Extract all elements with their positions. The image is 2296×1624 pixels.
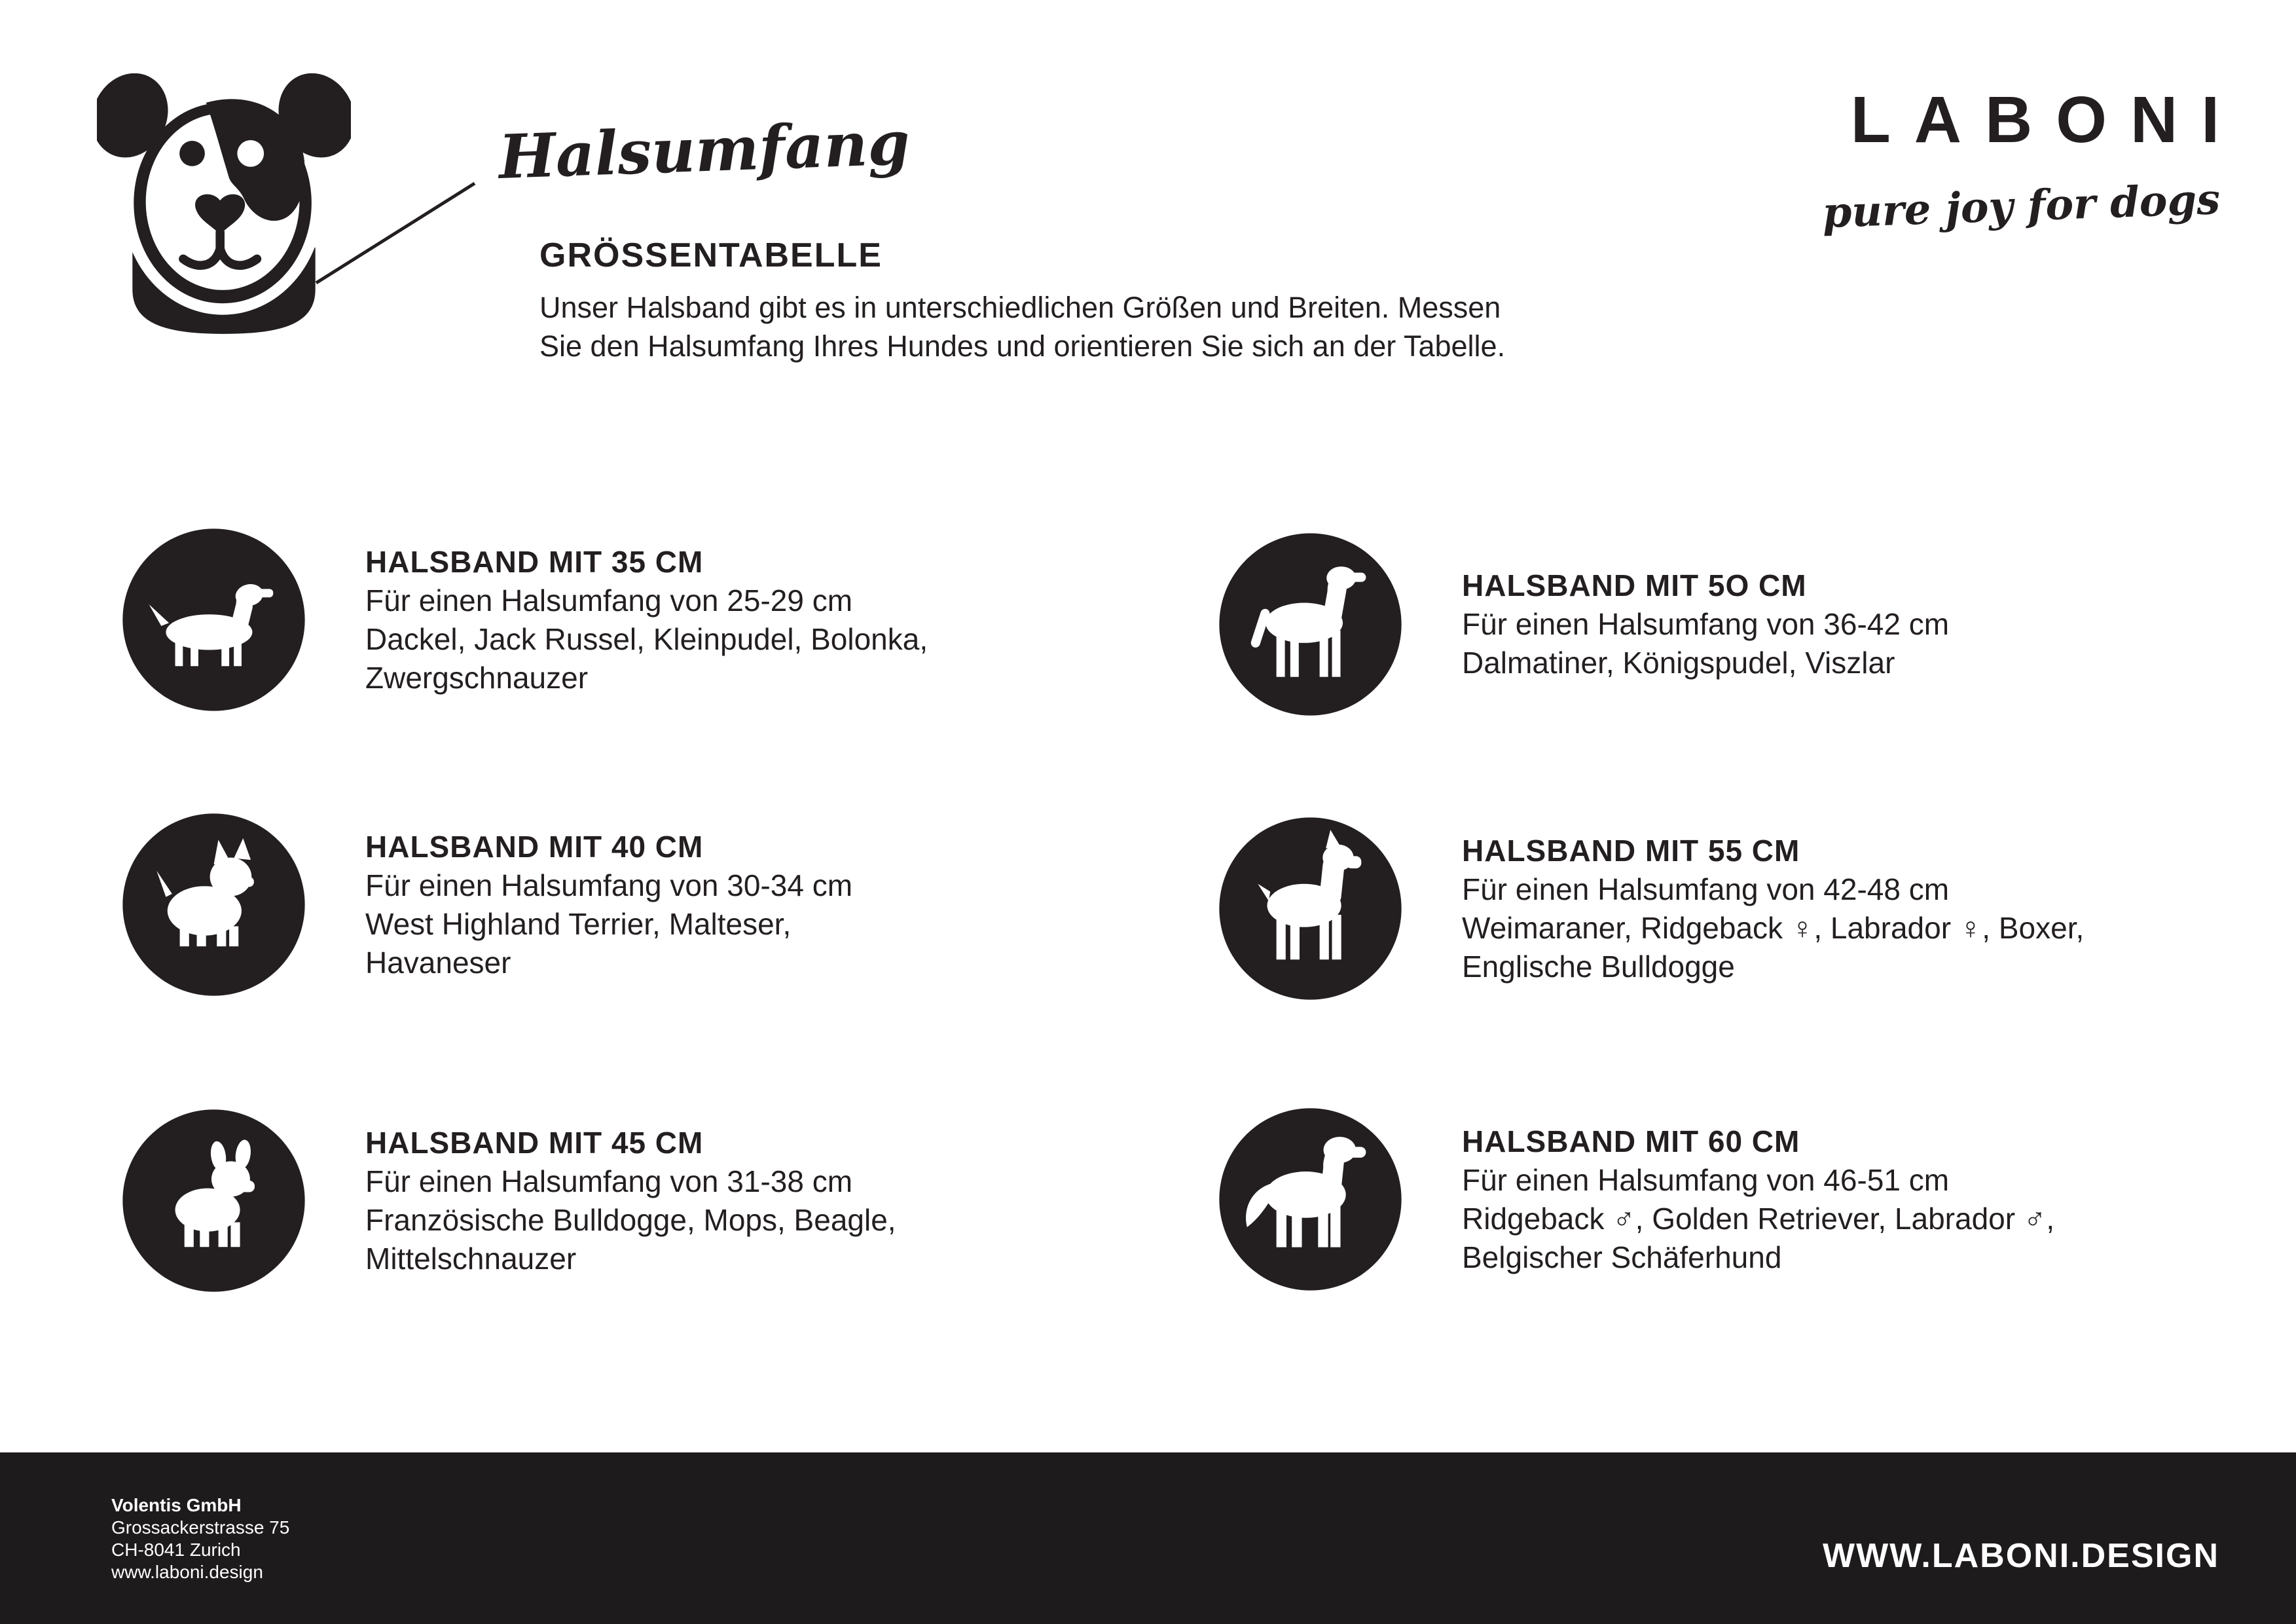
entry-range: Für einen Halsumfang von 36-42 cm bbox=[1462, 607, 1950, 641]
intro-line-1: Unser Halsband gibt es in unterschiedlichen Größen und Breiten. Messen bbox=[539, 291, 1501, 324]
entry-range: Für einen Halsumfang von 42-48 cm bbox=[1462, 872, 1950, 906]
footer-address bbox=[111, 1494, 289, 1583]
size-entry-45 bbox=[121, 1108, 896, 1293]
entry-title: HALSBAND MIT 45 CM bbox=[365, 1125, 704, 1160]
entry-title: HALSBAND MIT 35 CM bbox=[365, 544, 704, 579]
terrier-icon bbox=[121, 812, 306, 997]
entry-breeds-line2: Belgischer Schäferhund bbox=[1462, 1240, 1782, 1274]
entry-breeds-line2: Zwergschnauzer bbox=[365, 660, 589, 695]
footer-website-small: www.laboni.design bbox=[111, 1562, 263, 1582]
entry-title: HALSBAND MIT 60 CM bbox=[1462, 1124, 1800, 1158]
entry-breeds-line1: Dalmatiner, Königspudel, Viszlar bbox=[1462, 646, 1895, 680]
entry-range: Für einen Halsumfang von 30-34 cm bbox=[365, 868, 853, 902]
intro-line-2: Sie den Halsumfang Ihres Hundes und orientieren Sie sich an der Tabelle. bbox=[539, 329, 1506, 363]
size-entry-55 bbox=[1218, 816, 2084, 1001]
footer-bar bbox=[0, 1452, 2296, 1624]
size-entry-40 bbox=[121, 812, 852, 997]
footer-address-line2: CH-8041 Zurich bbox=[111, 1540, 241, 1560]
dachshund-icon bbox=[121, 527, 306, 712]
entry-breeds-line1: Weimaraner, Ridgeback ♀, Labrador ♀, Boxer, bbox=[1462, 910, 2085, 945]
pointer-icon bbox=[1218, 532, 1403, 717]
footer-website-large: WWW.LABONI.DESIGN bbox=[1823, 1537, 2219, 1575]
boxer-icon bbox=[1218, 816, 1403, 1001]
entry-breeds-line1: West Highland Terrier, Malteser, bbox=[365, 906, 792, 941]
entry-title: HALSBAND MIT 5O CM bbox=[1462, 568, 1807, 602]
french-bulldog-icon bbox=[121, 1108, 306, 1293]
entry-breeds-line1: Dackel, Jack Russel, Kleinpudel, Bolonka, bbox=[365, 621, 928, 656]
footer-address-line1: Grossackerstrasse 75 bbox=[111, 1517, 290, 1538]
entry-title: HALSBAND MIT 55 CM bbox=[1462, 833, 1800, 868]
entry-breeds-line1: Ridgeback ♂, Golden Retriever, Labrador ♂, bbox=[1462, 1201, 2055, 1236]
footer-company: Volentis GmbH bbox=[111, 1495, 242, 1515]
entry-breeds-line2: Havaneser bbox=[365, 945, 511, 980]
entry-range: Für einen Halsumfang von 25-29 cm bbox=[365, 583, 853, 618]
annotation-connector-line bbox=[311, 177, 481, 288]
size-entry-60 bbox=[1218, 1107, 2054, 1292]
laboni-logo: LABONI bbox=[1850, 83, 2243, 157]
brand-tagline: pure joy for dogs bbox=[1821, 175, 2221, 238]
size-entry-50 bbox=[1218, 532, 1949, 717]
entry-breeds-line2: Mittelschnauzer bbox=[365, 1241, 577, 1276]
intro-text bbox=[539, 288, 1505, 365]
entry-range: Für einen Halsumfang von 31-38 cm bbox=[365, 1164, 853, 1198]
halsumfang-annotation: Halsumfang bbox=[498, 107, 911, 193]
entry-range: Für einen Halsumfang von 46-51 cm bbox=[1462, 1162, 1950, 1197]
entry-breeds-line2: Englische Bulldogge bbox=[1462, 949, 1735, 984]
page-title: GRÖSSENTABELLE bbox=[539, 236, 883, 274]
brand-block bbox=[1821, 83, 2243, 238]
entry-breeds-line1: Französische Bulldogge, Mops, Beagle, bbox=[365, 1202, 896, 1237]
size-entry-35 bbox=[121, 527, 928, 712]
entry-title: HALSBAND MIT 40 CM bbox=[365, 829, 704, 864]
retriever-icon bbox=[1218, 1107, 1403, 1292]
